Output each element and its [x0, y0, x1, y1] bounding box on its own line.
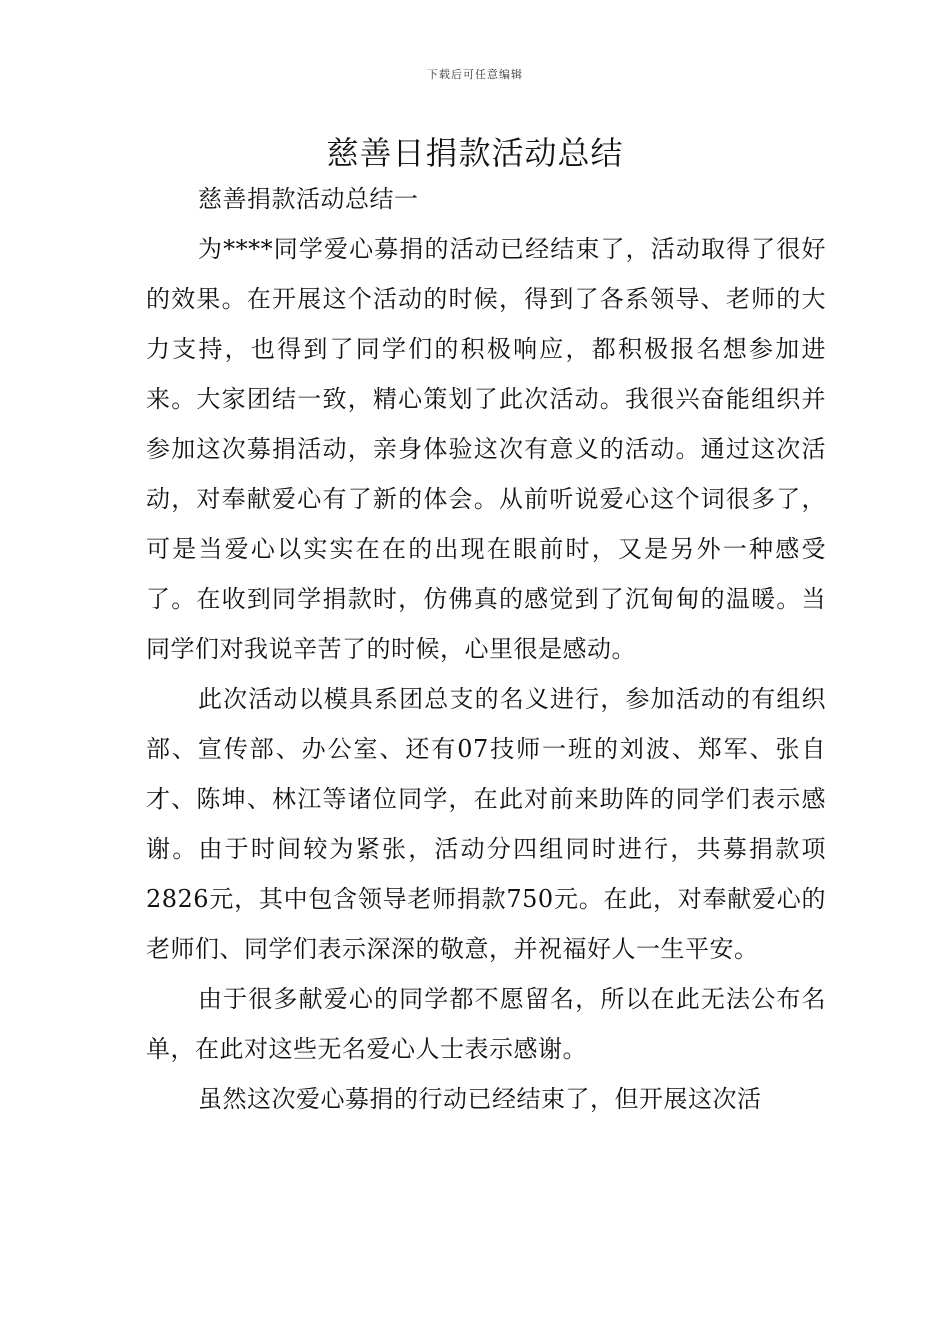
paragraph: 此次活动以模具系团总支的名义进行，参加活动的有组织部、宣传部、办公室、还有07技师一班的刘波、郑军、张自才、陈坤、林江等诸位同学，在此对前来助阵的同学们表示感谢。由于时间较为紧张，活动分四组同时进行，共募捐款项2826元，其中包含领导老师捐款750元。在此，对奉献爱心的老师们、同学们表示深深的敬意，并祝福好人一生平安。: [146, 685, 826, 963]
section-heading: 慈善捐款活动总结一: [198, 185, 419, 213]
document-title: 慈善日捐款活动总结: [326, 134, 624, 172]
header-note: 下载后可任意编辑: [427, 68, 523, 81]
document-body: [146, 174, 826, 1124]
paragraph: 由于很多献爱心的同学都不愿留名，所以在此无法公布名单，在此对这些无名爱心人士表示感谢。: [146, 985, 826, 1063]
paragraph: 虽然这次爱心募捐的行动已经结束了，但开展这次活: [198, 1085, 762, 1113]
paragraph: 为****同学爱心募捐的活动已经结束了，活动取得了很好的效果。在开展这个活动的时候，得到了各系领导、老师的大力支持，也得到了同学们的积极响应，都积极报名想参加进来。大家团结一致，精心策划了此次活动。我很兴奋能组织并参加这次募捐活动，亲身体验这次有意义的活动。通过这次活动，对奉献爱心有了新的体会。从前听说爱心这个词很多了，可是当爱心以实实在在的出现在眼前时，又是另外一种感受了。在收到同学捐款时，仿佛真的感觉到了沉甸甸的温暖。当同学们对我说辛苦了的时候，心里很是感动。: [146, 235, 826, 663]
